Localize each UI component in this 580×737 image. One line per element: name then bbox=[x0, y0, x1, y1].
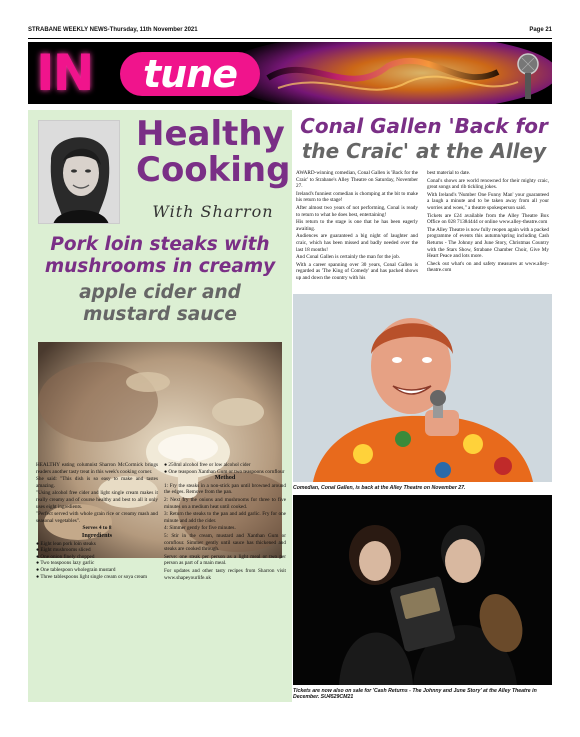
cash-returns-photo bbox=[293, 495, 552, 685]
header-rule bbox=[28, 38, 552, 39]
comedian-photo bbox=[293, 294, 552, 482]
list-item: ● Eight mushrooms sliced bbox=[36, 547, 91, 554]
article-col-2 bbox=[427, 170, 549, 275]
method-step: 5: Stir in the cream, mustard and Xanthan Gum or cornflour. Simmer gently until sauce has thickened and steaks are cooked through. bbox=[164, 532, 286, 553]
article-paragraph: Check out what's on and safety measures at www.alley-theatre.com bbox=[427, 260, 549, 274]
recipe-text-col-2 bbox=[164, 462, 286, 582]
method-step: 3: Return the steaks to the pan and add garlic. Fry for one minute and add the cider. bbox=[164, 511, 286, 524]
article-paragraph: And Conal Gallen is certainly the man for the job. bbox=[296, 254, 401, 261]
page-header bbox=[28, 27, 552, 37]
serves-label: Serves 4 to 8 bbox=[82, 525, 112, 532]
list-item: ● One onion finely chopped bbox=[36, 553, 95, 560]
recipe-subtitle: apple cider and mustard sauce bbox=[79, 282, 241, 325]
column-title-healthy: Healthy bbox=[136, 114, 285, 154]
article-paragraph: Conal's shows are world renowned for their mighty craic, great songs and rib tickling jokes. bbox=[427, 177, 549, 191]
banner-artwork bbox=[28, 42, 552, 104]
method-step: 4: Simmer gently for five minutes. bbox=[164, 525, 236, 532]
article-paragraph: His return to the stage is one that he has been eagerly awaiting. bbox=[296, 219, 418, 232]
article-paragraph: AWARD-winning comedian, Conal Gallen is 'Back for the Craic' to Strabane's Alley Theatre on Saturday, November 27. bbox=[296, 170, 418, 190]
intune-banner bbox=[28, 42, 552, 104]
photo-caption-1: Comedian, Conal Gallen, is back at the Alley Theatre on November 27. bbox=[293, 485, 466, 491]
list-item: ● One teaspoon Xanthan Gum or two teaspoons cornflour bbox=[164, 468, 285, 475]
ingredients-list bbox=[36, 541, 158, 581]
method-step: 2: Next fry the onions and mushrooms for three to five minutes on a medium heat until cooked. bbox=[164, 496, 286, 510]
recipe-paragraph: She said: "This dish is so easy to make and tastes amazing. bbox=[36, 476, 158, 489]
article-col-1 bbox=[296, 170, 418, 283]
list-item: ● 250ml alcohol free or low alcohol cider bbox=[164, 462, 251, 468]
method-step: For updates and other tasty recipes from Sharron visit www.shapeyourlife.uk bbox=[164, 567, 286, 581]
method-heading: Method bbox=[214, 474, 236, 482]
ingredients-heading: Ingredients bbox=[81, 531, 113, 539]
recipe-text-col-1 bbox=[36, 462, 158, 580]
page-number: Page 21 bbox=[529, 27, 552, 33]
article-paragraph: Tickets are £24 available from the Alley Theatre Box Office on 028 71384444 or online www.alley-theatre.com bbox=[427, 212, 549, 226]
healthy-cooking-panel bbox=[28, 110, 292, 702]
list-item: ● Two teaspoons lazy garlic bbox=[36, 560, 95, 567]
article-paragraph: After almost two years of not performing, Conal is ready to return to what he does best, entertaining! bbox=[296, 204, 418, 218]
publication-dateline: STRABANE WEEKLY NEWS-Thursday, 11th November 2021 bbox=[28, 27, 198, 33]
recipe-title: Pork loin steaks with mushrooms in creamy bbox=[44, 234, 276, 277]
recipe-paragraph: "Perfect served with whole grain rice or creamy mash and seasonal vegetables". bbox=[36, 511, 158, 524]
article-paragraph: best material to date. bbox=[427, 170, 471, 176]
list-item: ● Eight lean pork loin steaks bbox=[36, 540, 96, 547]
article-paragraph: The Alley Theatre is now fully reopen again with a packed programme of events this autumn/spring including Cash Returns - The Johnny and June Story, Christmas Country with the Stars Show, Strabane Chamber Choir, Give My Heart Peace and lots more. bbox=[427, 226, 549, 260]
intune-logo-in: IN bbox=[36, 44, 93, 102]
columnist-portrait bbox=[38, 120, 120, 224]
article-paragraph: With Ireland's 'Number One Funny Man' your guaranteed a laugh a minute and to be taken away from all your worries and woes," a theatre spokesperson said. bbox=[427, 191, 549, 211]
photo-caption-2: Tickets are now also on sale for 'Cash Returns - The Johnny and June Story' at the Alley Theatre in December. SU4529CM21 bbox=[293, 688, 537, 701]
column-byline: With Sharron bbox=[152, 202, 274, 221]
method-step: 1: Fry the steaks in a non-stick pan until browned around the edges. Remove from the pan. bbox=[164, 482, 286, 496]
column-title-cooking: Cooking bbox=[136, 150, 291, 190]
article-paragraph: Audiences are guaranteed a big night of laughter and craic, which has been missed and badly needed over the last 18 months! bbox=[296, 233, 418, 253]
article-headline-line1: Conal Gallen 'Back for bbox=[300, 114, 548, 138]
recipe-paragraph: HEALTHY eating columnist Sharron McCormick brings readers another tasty treat in this week's cooking corner. bbox=[36, 462, 158, 475]
recipe-paragraph: "Using alcohol free cider and light single cream makes it really creamy and of course healthy and best to all it only uses eight ingredients. bbox=[36, 490, 158, 510]
list-item: ● One tablespoon wholegrain mustard bbox=[36, 566, 116, 573]
method-step: Serve: one steak per person as a light meal or two per person as part of a main meal. bbox=[164, 553, 286, 567]
article-paragraph: Ireland's funniest comedian is chomping at the bit to make his return to the stage! bbox=[296, 190, 418, 204]
article-paragraph: With a career spanning over 30 years, Conal Gallen is regarded as 'The King of Comedy' and has packed shows up and down the country with his bbox=[296, 261, 418, 281]
intune-logo-tune: tune bbox=[120, 52, 260, 96]
list-item: ● Three tablespoons light single cream or soya cream bbox=[36, 573, 148, 580]
article-headline-line2: the Craic' at the Alley bbox=[301, 139, 547, 163]
